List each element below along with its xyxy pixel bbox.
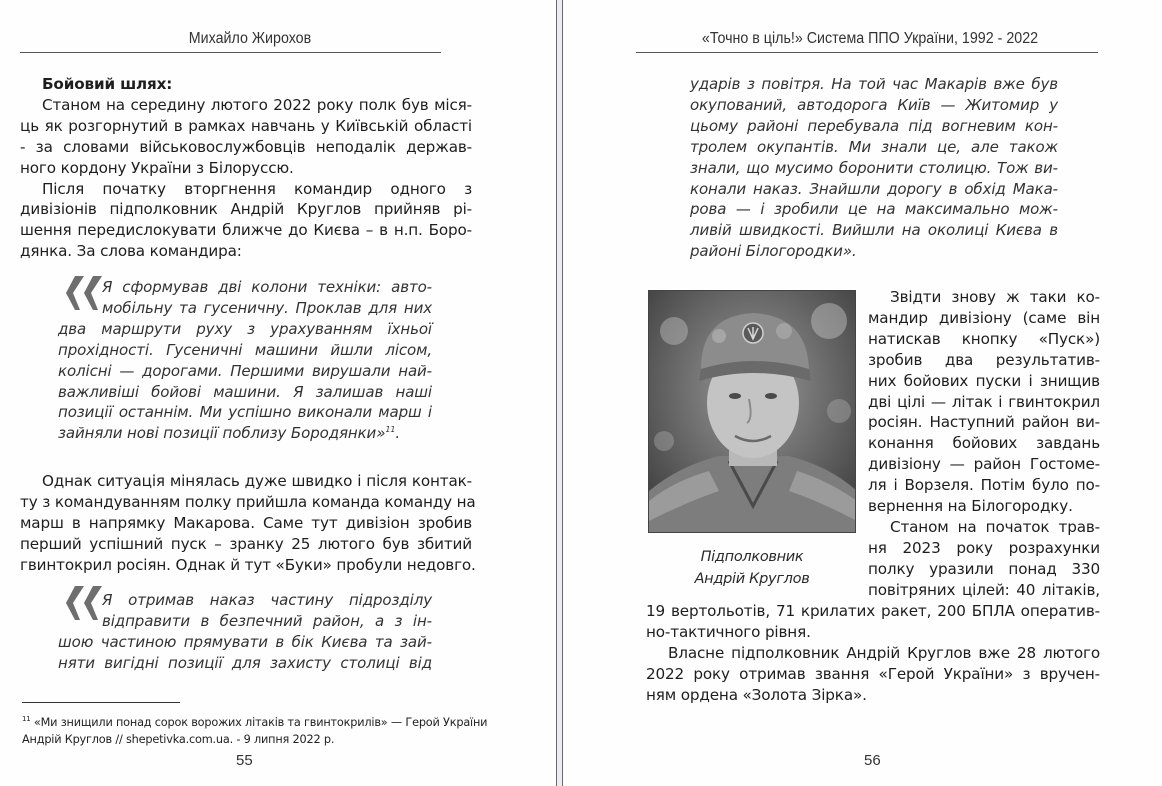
section-heading: Бойовий шлях: (42, 75, 173, 93)
quote-line: тролем окупантів. Ми знали це, але також (690, 137, 1058, 156)
quote-line: позиції останнім. Ми успішно виконали марш і (58, 403, 432, 422)
quote-line: рова — і зробили це на максимально мож- (690, 200, 1058, 219)
footnote-line-1 (22, 711, 492, 731)
text-line: дянка. За слова командира: (20, 242, 242, 261)
header-rule (20, 52, 441, 53)
text-line: полку уразили понад 330 (868, 559, 1100, 578)
text-line: марш в напрямку Макарова. Саме тут дивізіон зробив (20, 513, 472, 532)
text-line: ля і Ворзеля. Потім було по- (868, 476, 1100, 495)
text-line: конання бойових завдань (868, 434, 1100, 453)
quote-end: . (395, 424, 401, 443)
quote-line: окупований, автодорога Київ — Житомир у (690, 95, 1058, 114)
quote-line: районі Білогородки». (690, 242, 857, 261)
quote-line: два маршрути руху з урахуванням їхньої (58, 319, 432, 338)
quote-line: прохідності. Гусеничні машини йшли лісом, (58, 340, 432, 359)
text-line: ня 2023 року розрахунки (868, 538, 1100, 557)
footnote-number: 11 (22, 715, 31, 723)
quote-line: няти вигідні позиції для захисту столиці від (58, 653, 432, 672)
text-line: ць як розгорнутий в рамках навчань у Київській області (20, 116, 472, 135)
text-line: повітряних цілей: 40 літаків, (868, 580, 1100, 599)
body-text-wide-block (646, 601, 1100, 706)
text-line: Однак ситуація мінялась дуже швидко і після контак- (42, 472, 472, 490)
caption-line-1: Підполковник (700, 549, 804, 565)
text-line: ного кордону України з Білоруссю. (20, 158, 294, 177)
text-line: дві цілі — літак і гвинтокрил (868, 392, 1100, 411)
quote-line: шою частиною прямувати в бік Києва та зай- (58, 632, 432, 651)
text-line: дивізіону — район Гостоме- (868, 455, 1100, 474)
quote-line: ударів з повітря. На той час Макарів вже був (690, 75, 1058, 93)
text-line: ту з командуванням полку прийшла команда команду на (20, 492, 476, 511)
text-line: Станом на початок трав- (890, 517, 1100, 536)
text-line: но-тактичного рівня. (646, 622, 811, 641)
footnote-text: «Ми знищили понад сорок ворожих літаків та гвинтокрилів» — Герой України (33, 715, 488, 729)
text-line: них бойових пуски і знищив (868, 371, 1100, 390)
portrait-photo (648, 290, 856, 533)
text-line: Станом на середину лютого 2022 року полк був міся- (42, 95, 472, 114)
footnote-ref[interactable]: 11 (385, 425, 396, 435)
quote-line: відправити в безпечний район, а з ін- (102, 611, 432, 630)
quote-line: Я отримав наказ частину підрозділу (102, 591, 432, 609)
text-line: 19 вертольотів, 71 крилатих ракет, 200 БПЛА оператив- (646, 602, 1100, 620)
footnote-rule (22, 702, 180, 703)
quote-line: мобільну та гусеничну. Проклав для них (102, 298, 432, 317)
text-line: вернення на Білогородку. (868, 497, 1073, 516)
text-line: Власне підполковник Андрій Круглов вже 28 лютого (668, 643, 1100, 662)
quote-line: важливіші бойові машини. Я залишав наші (58, 382, 432, 401)
page-number-left: 55 (236, 752, 253, 769)
text-line: шення передислокувати ближче до Києва – в н.п. Боро- (20, 221, 472, 240)
text-line: Після початку вторгнення командир одного з (42, 179, 472, 198)
quote-block-2 (58, 590, 432, 674)
footnote-line-2: Андрій Круглов // shepetivka.com.ua. - 9 липня 2022 р. (22, 732, 335, 746)
page-number-right: 56 (864, 752, 881, 769)
running-head-title: «Точно в ціль!» Система ППО України, 1992 - 2022 (701, 30, 1039, 47)
left-page (0, 0, 556, 786)
quote-line: цьому районі перебувала під вогневим кон- (690, 116, 1058, 135)
text-line: ням ордена «Золота Зірка». (646, 685, 867, 704)
body-text-block-1 (20, 74, 472, 262)
photo-caption (648, 546, 856, 590)
quote-text: зайняли нові позиції поблизу Бородянки» (58, 424, 386, 443)
quote-line: конали наказ. Знайшли дорогу в обхід Мака- (690, 179, 1058, 198)
quote-continued (690, 74, 1058, 262)
quote-line: Я сформував дві колони техніки: авто- (102, 278, 432, 296)
text-line: росіян. Наступний район ви- (868, 413, 1100, 432)
book-spine-divider (556, 0, 563, 786)
body-text-wrap-block (868, 287, 1100, 601)
text-line: натискав кнопку «Пуск») (868, 329, 1100, 348)
text-line: гвинтокрил росіян. Однак й тут «Буки» пробули недовго. (20, 555, 476, 574)
running-head-author: Михайло Жирохов (188, 30, 312, 47)
quote-line-last (58, 423, 432, 444)
text-line: Звідти знову ж таки ко- (890, 288, 1100, 306)
quote-line: знали, що мусимо боронити столицю. Тож ви- (690, 158, 1058, 177)
text-line: 2022 року отримав звання «Герой України» з вручен- (646, 664, 1100, 683)
text-line: - за словами військовослужбовців неподалік держав- (20, 137, 472, 156)
quote-line: колісні — дорогами. Першими вирушали най- (58, 361, 432, 380)
text-line: мандир дивізіону (саме він (868, 308, 1100, 327)
portrait-image (649, 291, 856, 533)
text-line: перший успішний пуск – зранку 25 лютого був збитий (20, 534, 472, 553)
footnote (22, 711, 492, 748)
caption-line-2: Андрій Круглов (694, 571, 810, 587)
quote-block-1 (58, 277, 432, 444)
quote-line: ливій швидкості. Вийшли на околиці Києва в (690, 221, 1058, 240)
body-text-block-2 (20, 471, 476, 576)
header-rule (636, 52, 1098, 53)
text-line: дивізіонів підполковник Андрій Круглов прийняв рі- (20, 200, 472, 219)
text-line: зробив два результатив- (868, 350, 1100, 369)
